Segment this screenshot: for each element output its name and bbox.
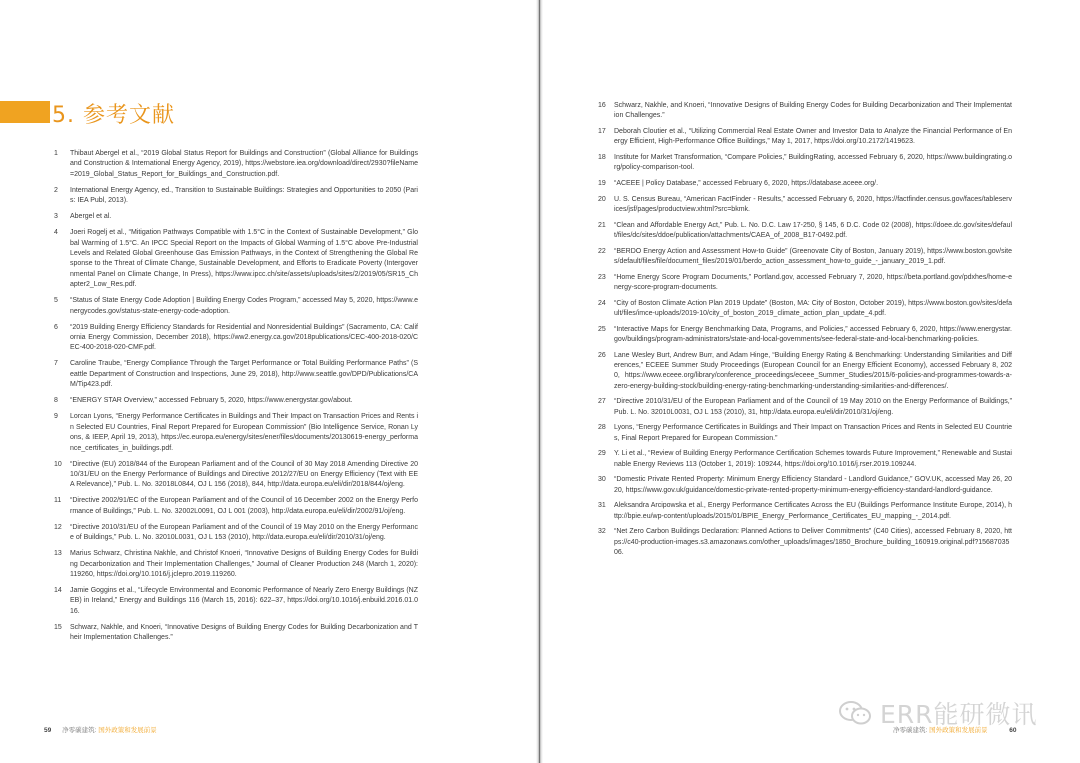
reference-item xyxy=(598,475,1012,496)
reference-text: “Interactive Maps for Energy Benchmarking Data, Programs, and Policies,” accessed February 6, 2020, https://www.energystar.gov/buildings/program-administrators/state-and-local-governments/see-federal-state-and-local-benchmarking-policies. xyxy=(614,325,1012,343)
reference-number: 7 xyxy=(54,360,58,368)
reference-item xyxy=(54,228,418,290)
reference-number: 23 xyxy=(598,273,606,281)
reference-item xyxy=(598,423,1012,444)
reference-item xyxy=(598,397,1012,418)
right-page xyxy=(543,0,1080,763)
reference-number: 16 xyxy=(598,102,606,109)
reference-item xyxy=(54,212,418,222)
reference-item xyxy=(598,127,1012,148)
reference-item xyxy=(598,247,1012,268)
reference-text: “Status of State Energy Code Adoption | Building Energy Codes Program,” accessed May 5, 2020, https://www.energycodes.gov/status-state-energy-code-adoption. xyxy=(70,297,418,315)
reference-text: “Domestic Private Rented Property: Minimum Energy Efficiency Standard - Landlord Guidance,” GOV.UK, accessed May 26, 2020, https://www.gov.uk/guidance/domestic-private-rented-property-minimum-energy-efficiency-standard-landlord-guidance. xyxy=(614,476,1012,494)
reference-number: 15 xyxy=(54,623,62,631)
reference-number: 21 xyxy=(598,221,606,229)
reference-item xyxy=(54,323,418,354)
reference-number: 9 xyxy=(54,413,58,421)
left-page xyxy=(0,0,536,763)
reference-item xyxy=(598,449,1012,470)
page-fold xyxy=(536,0,543,763)
reference-text: Deborah Cloutier et al., “Utilizing Commercial Real Estate Owner and Investor Data to Analyze the Financial Performance of Energy Efficient, High-Performance Office Buildings,” May 1, 2017, https://doi.org/10.2172/1419623. xyxy=(614,128,1012,146)
reference-text: “Directive (EU) 2018/844 of the European Parliament and of the Council of 30 May 2018 Amending Directive 2010/31/EU on the Energy Performance of Buildings and Directive 2012/27/EU on Energy Efficiency (Text with EEA Relevance),” Pub. L. No. 32018L0844, OJ L 156 (2018), 844, http://data.europa.eu/eli/dir/2018/844/oj/eng. xyxy=(70,460,418,489)
reference-text: Institute for Market Transformation, “Compare Policies,” BuildingRating, accessed February 6, 2020, https://www.buildingrating.org/policy-comparison-tool. xyxy=(614,154,1012,172)
reference-text: Marius Schwarz, Christina Nakhle, and Christof Knoeri, “Innovative Designs of Building Energy Codes for Building Decarbonization and Their Implementation Challenges,” Journal of Cleaner Production 248 (March 1, 2020): 119260, https://doi.org/10.1016/j.jclepro.2019.119260. xyxy=(70,550,418,578)
reference-text: “2019 Building Energy Efficiency Standards for Residential and Nonresidential Buildings” (Sacramento, CA: California Energy Commission, December 2018), https://ww2.energy.ca.gov/2018publications/CEC-400-2018-020/CEC-400-2018-020-CMF.pdf. xyxy=(70,323,418,352)
page-number: 60 xyxy=(1009,727,1017,734)
reference-number: 31 xyxy=(598,502,606,510)
reference-item xyxy=(598,153,1012,174)
reference-number: 26 xyxy=(598,351,606,359)
reference-text: Thibaut Abergel et al., “2019 Global Status Report for Buildings and Construction” (Global Alliance for Buildings and Construction & International Energy Agency, 2019), https://webstore.iea.org/download/direct/2930?fileName=2019_Global_Status_Report_for_Buildings_and_Construction.pdf. xyxy=(70,150,418,178)
reference-number: 25 xyxy=(598,325,606,333)
reference-item xyxy=(598,501,1012,522)
footer-left xyxy=(44,725,157,734)
reference-item xyxy=(54,623,418,644)
reference-item xyxy=(54,460,418,491)
reference-list-right xyxy=(598,101,1012,564)
reference-number: 10 xyxy=(54,460,62,468)
reference-item xyxy=(54,586,418,617)
reference-item xyxy=(598,325,1012,346)
reference-number: 2 xyxy=(54,186,58,194)
reference-text: Schwarz, Nakhle, and Knoeri, “Innovative Designs of Building Energy Codes for Building Decarbonization and Their Implementation Challenges.” xyxy=(614,102,1012,120)
reference-item xyxy=(598,195,1012,216)
reference-text: Lorcan Lyons, “Energy Performance Certificates in Buildings and Their Impact on Transaction Prices and Rents in Selected EU Countries, Final Report Prepared for European Commission” (Bio Intelligence Service, Ronan Lyons, & IEEP, April 19, 2013), https://ec.europa.eu/energy/sites/ener/files/documents/20130619-energy_performance_certificates_in_buildings.pdf. xyxy=(70,413,418,452)
reference-number: 11 xyxy=(54,497,62,505)
reference-item xyxy=(54,359,418,390)
reference-number: 12 xyxy=(54,523,62,531)
reference-number: 29 xyxy=(598,450,606,458)
reference-number: 6 xyxy=(54,323,58,331)
watermark xyxy=(838,695,1038,731)
reference-text: “Directive 2002/91/EC of the European Parliament and of the Council of 16 December 2002 on the Energy Performance of Buildings,” Pub. L. No. 32002L0091, OJ L 001 (2003), http://data.europa.eu/eli/dir/2002/91/oj/eng. xyxy=(70,497,418,515)
reference-number: 30 xyxy=(598,476,606,484)
reference-number: 13 xyxy=(54,550,62,558)
reference-number: 17 xyxy=(598,128,606,135)
reference-number: 14 xyxy=(54,586,62,594)
reference-number: 22 xyxy=(598,247,606,255)
reference-text: Joeri Rogelj et al., “Mitigation Pathways Compatible with 1.5°C in the Context of Sustainable Development,” Global Warming of 1.5°C. An IPCC Special Report on the Impacts of Global Warming of 1.5°C above Pre-Industrial Levels and Related Global Greenhouse Gas Emission Pathways, in the Context of Strengthening the Global Response to the Threat of Climate Change, Sustainable Development, and Efforts to Eradicate Poverty (Intergovernmental Panel on Climate Change, In Press), https://www.ipcc.ch/site/assets/uploads/sites/2/2019/05/SR15_Chapter2_Low_Res.pdf. xyxy=(70,229,418,289)
reference-text: “ACEEE | Policy Database,” accessed February 6, 2020, https://database.aceee.org/. xyxy=(614,180,879,187)
reference-text: “Net Zero Carbon Buildings Declaration: Planned Actions to Deliver Commitments” (C40 Cities), accessed February 8, 2020, https://c40-production-images.s3.amazonaws.com/other_uploads/images/1850_Brochure_building_160919.original.pdf?1568703506. xyxy=(614,528,1012,557)
reference-item xyxy=(54,523,418,544)
footer-title: 净零碳建筑: xyxy=(893,727,928,734)
reference-item xyxy=(598,101,1012,122)
reference-text: “BERDO Energy Action and Assessment How-to Guide” (Greenovate City of Boston, January 2019), https://www.boston.gov/sites/default/files/file/document_files/2019/01/berdo_action_assessment_how-to_guide_-_january_2019_1.pdf. xyxy=(614,247,1012,265)
reference-text: “Home Energy Score Program Documents,” Portland.gov, accessed February 7, 2020, https://beta.portland.gov/pdxhes/home-energy-score-program-documents. xyxy=(614,273,1012,291)
reference-item xyxy=(54,149,418,180)
reference-text: Abergel et al. xyxy=(70,213,112,221)
reference-number: 8 xyxy=(54,397,58,405)
reference-item xyxy=(598,221,1012,242)
watermark-text: ERR能研微讯 xyxy=(880,700,1038,729)
reference-number: 28 xyxy=(598,424,606,432)
reference-text: “Directive 2010/31/EU of the European Parliament and of the Council of 19 May 2010 on the Energy Performance of Buildings,” Pub. L. No. 32010L0031, OJ L 153 (2010), 31, http://data.europa.eu/eli/dir/2010/31/oj/eng. xyxy=(614,398,1012,416)
wechat-icon xyxy=(838,700,872,726)
reference-text: Jamie Goggins et al., “Lifecycle Environmental and Economic Performance of Nearly Zero Energy Buildings (NZEB) in Ireland,” Energy and Buildings 116 (March 15, 2016): 622–37, https://doi.org/10.1016/j.enbuild.2016.01.016. xyxy=(70,586,418,615)
reference-number: 19 xyxy=(598,180,606,187)
reference-text: “Clean and Affordable Energy Act,” Pub. L. No. D.C. Law 17-250, § 145, 6 D.C. Code 02 (2008), https://doee.dc.gov/sites/default/files/dc/sites/ddoe/publication/attachments/CAEA_of_2008_B17-0492.pdf. xyxy=(614,221,1012,239)
section-heading: 5. 参考文献 xyxy=(52,103,175,128)
reference-item xyxy=(54,549,418,580)
reference-item xyxy=(54,296,418,317)
reference-text: U. S. Census Bureau, “American FactFinder - Results,” accessed February 6, 2020, https://factfinder.census.gov/faces/tableservices/jsf/pages/productview.xhtml?src=bkmk. xyxy=(614,195,1012,213)
reference-number: 27 xyxy=(598,398,606,406)
reference-number: 3 xyxy=(54,213,58,221)
reference-text: Caroline Traube, “Energy Compliance Through the Target Performance or Total Building Performance Paths” (Seattle Department of Construction and Inspections, June 29, 2018), http://www.seattle.gov/DPD/Publications/CAM/Tip423.pdf. xyxy=(70,360,418,389)
reference-number: 20 xyxy=(598,195,606,203)
reference-text: Lyons, “Energy Performance Certificates in Buildings and Their Impact on Transaction Prices and Rents in Selected EU Countries, Final Report Prepared for European Commission.” xyxy=(614,424,1012,442)
reference-item xyxy=(598,179,1012,189)
reference-number: 24 xyxy=(598,299,606,307)
reference-text: Lane Wesley Burt, Andrew Burr, and Adam Hinge, “Building Energy Rating & Benchmarking: Understanding Similarities and Differences,” ECEEE Summer Study Proceedings (European Council for an Energy Efficient Economy), accessed February 8, 2020, https://www.eceee.org/library/conference_proceedings/eceee_Summer_Studies/2015/6-policies-and-programmes-towards-a-zero-energy-building-stock/building-energy-rating-benchmarking-understanding-similarities-and-differences/. xyxy=(614,351,1012,390)
reference-text: “City of Boston Climate Action Plan 2019 Update” (Boston, MA: City of Boston, October 2019), https://www.boston.gov/sites/default/files/imce-uploads/2019-10/city_of_boston_2019_climate_action_plan_update_4.pdf. xyxy=(614,299,1012,317)
reference-text: Aleksandra Arcipowska et al., Energy Performance Certificates Across the EU (Buildings Performance Institute Europe, 2014), http://bpie.eu/wp-content/uploads/2015/01/BPIE_Energy_Performance_Certificates_EU_mapping_-_2014.pdf. xyxy=(614,502,1012,520)
reference-item xyxy=(54,412,418,454)
reference-list-left xyxy=(54,149,418,649)
reference-text: International Energy Agency, ed., Transition to Sustainable Buildings: Strategies and Opportunities to 2050 (Paris: IEA Publ, 2013). xyxy=(70,186,418,205)
reference-number: 1 xyxy=(54,150,58,157)
reference-item xyxy=(598,273,1012,294)
reference-item xyxy=(54,396,418,406)
heading-accent-bar xyxy=(0,101,50,123)
reference-item xyxy=(54,186,418,207)
reference-item xyxy=(54,496,418,517)
reference-number: 4 xyxy=(54,229,58,237)
reference-text: Y. Li et al., “Review of Building Energy Performance Certification Schemes towards Future Improvement,” Renewable and Sustainable Energy Reviews 113 (October 1, 2019): 109244, https://doi.org/10.1016/j.rser.2019.109244. xyxy=(614,450,1012,468)
reference-number: 18 xyxy=(598,154,606,161)
reference-text: “Directive 2010/31/EU of the European Parliament and of the Council of 19 May 2010 on the Energy Performance of Buildings,” Pub. L. No. 32010L0031, OJ L 153 (2010), http://data.europa.eu/eli/dir/2010/31/oj/eng. xyxy=(70,523,418,542)
reference-number: 32 xyxy=(598,528,606,536)
footer-subtitle: 国外政策和发展前景 xyxy=(929,727,988,734)
reference-item xyxy=(598,527,1012,558)
footer-subtitle: 国外政策和发展前景 xyxy=(98,727,157,734)
reference-number: 5 xyxy=(54,297,58,305)
reference-item xyxy=(598,351,1012,393)
reference-text: “ENERGY STAR Overview,” accessed February 5, 2020, https://www.energystar.gov/about. xyxy=(70,397,353,405)
footer-title: 净零碳建筑: xyxy=(62,727,97,734)
reference-text: Schwarz, Nakhle, and Knoeri, “Innovative Designs of Building Energy Codes for Building Decarbonization and Their Implementation Challenges.” xyxy=(70,623,418,642)
reference-item xyxy=(598,299,1012,320)
page-number: 59 xyxy=(44,727,52,734)
